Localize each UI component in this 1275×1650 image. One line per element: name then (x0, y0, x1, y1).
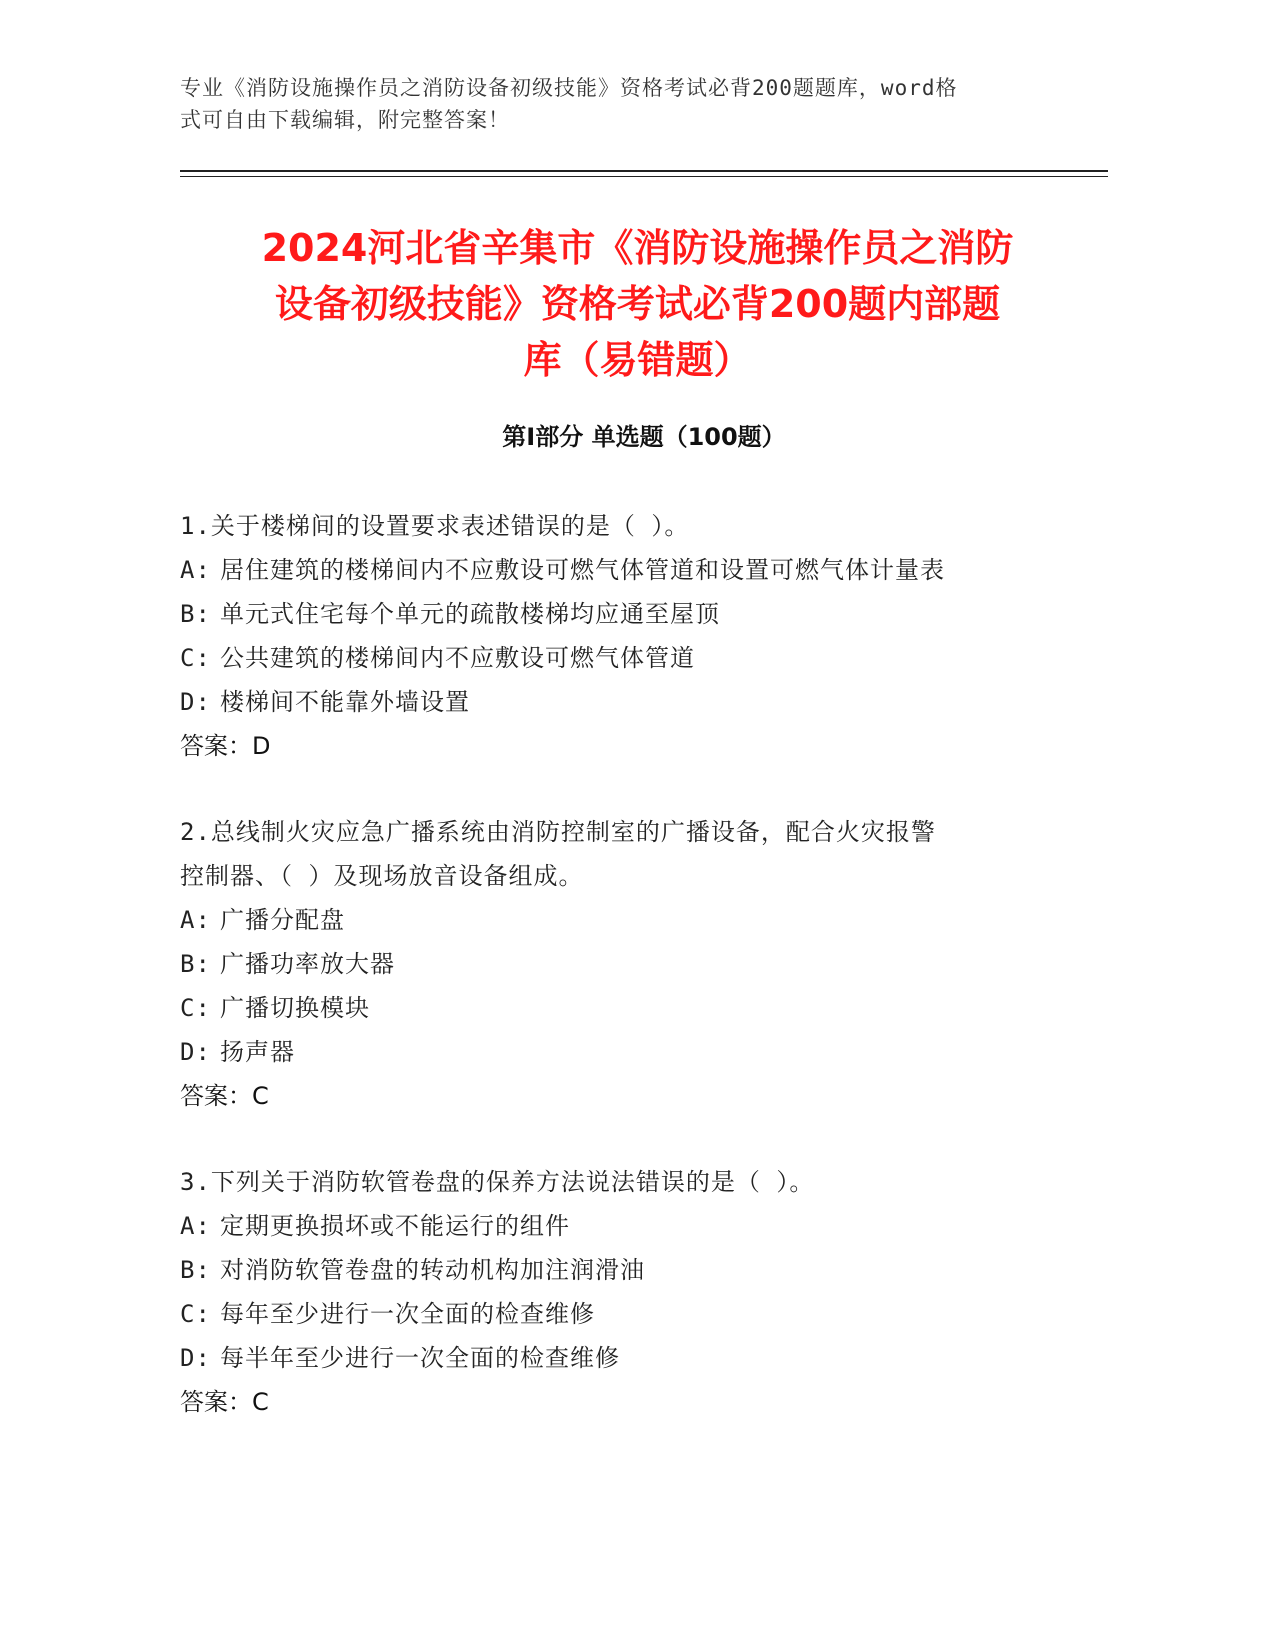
option-label: C: (180, 1300, 211, 1328)
option-label: D: (180, 1038, 211, 1066)
option-c (180, 1292, 1040, 1336)
option-text: 对消防软管卷盘的转动机构加注润滑油 (220, 1256, 645, 1284)
answer: 答案：C (180, 1388, 269, 1416)
option-label: B: (180, 600, 211, 628)
option-text: 广播功率放大器 (220, 950, 395, 978)
option-c (180, 636, 1040, 680)
option-text: 定期更换损坏或不能运行的组件 (220, 1212, 570, 1240)
question-stem: 2.总线制火灾应急广播系统由消防控制室的广播设备，配合火灾报警 (180, 818, 936, 846)
option-b (180, 942, 1040, 986)
question-list (180, 504, 1040, 1466)
answer: 答案：C (180, 1082, 269, 1110)
option-label: B: (180, 950, 211, 978)
question-2 (180, 810, 1040, 1118)
question-3 (180, 1160, 1040, 1424)
option-a (180, 1204, 1040, 1248)
option-label: A: (180, 556, 211, 584)
document-title (170, 220, 1105, 388)
option-text: 公共建筑的楼梯间内不应敷设可燃气体管道 (220, 644, 695, 672)
option-text: 每年至少进行一次全面的检查维修 (220, 1300, 595, 1328)
answer: 答案：D (180, 732, 271, 760)
header-divider-thin (180, 176, 1108, 177)
option-text: 单元式住宅每个单元的疏散楼梯均应通至屋顶 (220, 600, 720, 628)
section-title: 第Ⅰ部分 单选题（100题） (502, 423, 786, 451)
option-label: A: (180, 1212, 211, 1240)
header-note (180, 72, 1030, 136)
option-label: B: (180, 1256, 211, 1284)
option-text: 扬声器 (220, 1038, 295, 1066)
option-a (180, 548, 1040, 592)
option-d (180, 1030, 1040, 1074)
header-note-line: 专业《消防设施操作员之消防设备初级技能》资格考试必背200题题库，word格 (180, 76, 958, 100)
option-text: 居住建筑的楼梯间内不应敷设可燃气体管道和设置可燃气体计量表 (220, 556, 945, 584)
header-note-line: 式可自由下载编辑，附完整答案！ (180, 108, 510, 132)
option-label: D: (180, 1344, 211, 1372)
title-line: 库（易错题） (523, 338, 752, 382)
option-label: A: (180, 906, 211, 934)
option-d (180, 1336, 1040, 1380)
option-b (180, 1248, 1040, 1292)
option-label: C: (180, 644, 211, 672)
option-text: 每半年至少进行一次全面的检查维修 (220, 1344, 620, 1372)
question-stem: 1.关于楼梯间的设置要求表述错误的是（ ）。 (180, 512, 690, 540)
title-line: 2024河北省辛集市《消防设施操作员之消防 (261, 226, 1014, 270)
option-text: 广播分配盘 (220, 906, 345, 934)
title-line: 设备初级技能》资格考试必背200题内部题 (274, 282, 1001, 326)
option-label: D: (180, 688, 211, 716)
question-1 (180, 504, 1040, 768)
option-text: 楼梯间不能靠外墙设置 (220, 688, 470, 716)
option-b (180, 592, 1040, 636)
question-stem: 控制器、（ ）及现场放音设备组成。 (180, 862, 584, 890)
option-text: 广播切换模块 (220, 994, 370, 1022)
option-a (180, 898, 1040, 942)
option-d (180, 680, 1040, 724)
question-stem: 3.下列关于消防软管卷盘的保养方法说法错误的是（ ）。 (180, 1168, 815, 1196)
option-label: C: (180, 994, 211, 1022)
option-c (180, 986, 1040, 1030)
header-divider-thick (180, 170, 1108, 172)
